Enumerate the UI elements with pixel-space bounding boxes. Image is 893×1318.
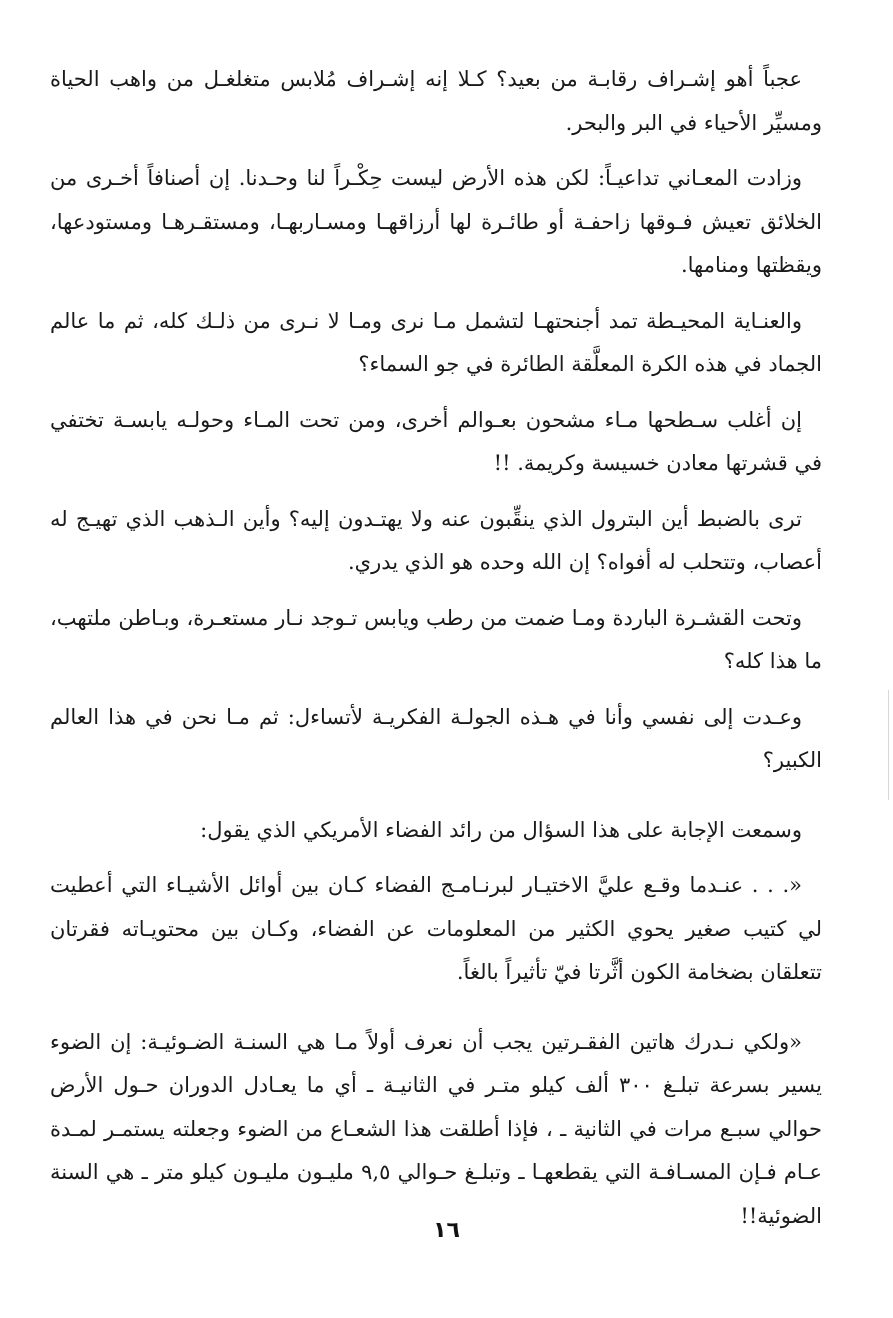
- page-edge-mark: [888, 690, 889, 800]
- page-body: [50, 58, 822, 1250]
- paragraph-7: وعـدت إلى نفسي وأنا في هـذه الجولـة الفكريـة لأتساءل: ثم مـا نحن في هذا العالم الكبير؟: [50, 704, 822, 772]
- quote-paragraph-1: «. . . عنـدما وقـع عليَّ الاختيـار لبرنـامـج الفضاء كـان بين أوائل الأشيـاء التي أعطيت لي كتيب صغير يحوي الكثير من المعلومات عن الفضاء، وكـان بين محتويـاته فقرتان تتعلقان بضخامة الكون أثَّرتا فيّ تأثيراً بالغاً.: [50, 873, 822, 984]
- paragraph-8: وسمعت الإجابة على هذا السؤال من رائد الفضاء الأمريكي الذي يقول:: [200, 817, 802, 842]
- paragraph-3: والعنـاية المحيـطة تمد أجنحتهـا لتشمل مـا نرى ومـا لا نـرى من ذلـك كله، ثم ما عالم الجماد في هذه الكرة المعلَّقة الطائرة في جو السماء؟: [50, 308, 822, 376]
- paragraph-2: وزادت المعـاني تداعيـاً: لكن هذه الأرض ليست حِكْـراً لنا وحـدنا. إن أصنافاً أخـرى من الخلائق تعيش فـوقها زاحفـة أو طائـرة لها أرزاقهـا ومسـاربهـا، ومستقـرهـا ومستودعها، ويقظتها ومنامها.: [50, 166, 822, 277]
- quote-paragraph-2: «ولكي نـدرك هاتين الفقـرتين يجب أن نعرف أولاً مـا هي السنـة الضـوئيـة: إن الضوء يسير بسرعة تبلـغ ٣٠٠ ألف كيلو متـر في الثانيـة ـ أي ما يعـادل الدوران حـول الأرض حوالي سبـع مرات في الثانية ـ ، فإذا أطلقت هذا الشعـاع من الضوء وجعلته يستمـر لمـدة عـام فـإن المسـافـة التي يقطعهـا ـ وتبلـغ حـوالي ٩,٥ مليـون مليـون كيلو متر ـ هي السنة الضوئية!!: [50, 1029, 822, 1228]
- paragraph-6: وتحت القشـرة الباردة ومـا ضمت من رطب ويابس تـوجد نـار مستعـرة، وبـاطن ملتهب، ما هذا كله؟: [50, 605, 822, 673]
- paragraph-1: عجباً أهو إشـراف رقابـة من بعيد؟ كـلا إنه إشـراف مُلابس متغلغـل من واهب الحياة ومسيِّر الأحياء في البر والبحر.: [50, 67, 822, 135]
- paragraph-4: إن أغلب سـطحها مـاء مشحون بعـوالم أخرى، ومن تحت المـاء وحولـه يابسـة تختفي في قشرتها معادن خسيسة وكريمة. !!: [50, 407, 822, 475]
- page-number: ١٦: [433, 1218, 460, 1243]
- paragraph-5: ترى بالضبط أين البترول الذي ينقِّبون عنه ولا يهتـدون إليه؟ وأين الـذهب الذي تهيـج له أعصاب، وتتحلب له أفواه؟ إن الله وحده هو الذي يدري.: [50, 506, 822, 574]
